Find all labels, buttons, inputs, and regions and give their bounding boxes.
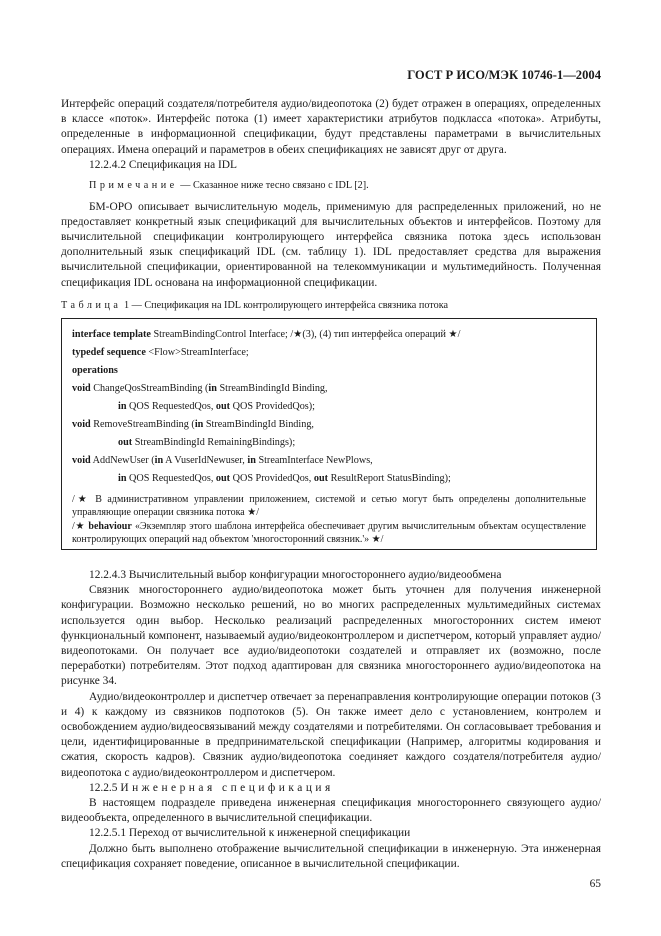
- idl-text: QOS RequestedQos,: [126, 401, 216, 412]
- idl-text: «Экземпляр этого шаблона интерфейса обеспечивает другим вычислительным объектам осуществление контролирующих операций над объектом 'многосторонний связник.'» ★/: [72, 520, 586, 546]
- note-text: — Сказанное ниже тесно связано с IDL [2].: [177, 180, 369, 192]
- section-heading-12-2-4-2: 12.2.4.2 Спецификация на IDL: [89, 158, 237, 171]
- idl-keyword: operations: [72, 365, 118, 376]
- note: [61, 179, 601, 193]
- idl-keyword: interface template: [72, 329, 151, 340]
- section-heading-12-2-4-3: 12.2.4.3 Вычислительный выбор конфигурации многостороннего аудио/видеообмена: [89, 569, 502, 581]
- idl-line: [72, 398, 586, 416]
- idl-text: QOS RequestedQos,: [126, 473, 216, 484]
- idl-line: [72, 380, 586, 398]
- idl-line: [72, 326, 586, 344]
- idl-text: RemoveStreamBinding (: [90, 419, 195, 430]
- idl-keyword: in: [208, 383, 217, 394]
- lower-text-block: [61, 568, 601, 872]
- idl-keyword: out: [215, 473, 231, 484]
- table-caption-label: Таблица: [61, 299, 122, 311]
- upper-text-block: [61, 97, 601, 312]
- paragraph: В настоящем подразделе приведена инженерная спецификация многостороннего связующего аудио/видеообъекта, определенного в вычислительной спецификации.: [61, 797, 601, 825]
- table-caption: [61, 299, 601, 313]
- idl-text: StreamInterface NewPlows,: [255, 455, 373, 466]
- paragraph: Связник многостороннего аудио/видеопотока может быть уточнен для получения инженерной конфигурации. Возможно несколько решений, но во многих распределенных мультимедийных системах используется один выбор. Несколько реализаций распределенных многосторонних систем имеют функциональный компонент, называемый аудио/видеоконтроллером и диспетчером, который управляет аудио/видеопотоками. Он получает все аудио/видеопотоки создателей и отправляет их (возможно, после переработки) потребителям. Этот подход адаптирован для связника многостороннего аудио/видеопотока на рисунке 34.: [61, 584, 601, 688]
- idl-text: StreamBindingId Binding,: [203, 419, 314, 430]
- paragraph: Аудио/видеоконтроллер и диспетчер отвечает за перенаправления контролирующие операции потоков (3 и 4) к каждому из связников подпотоков (5). Он также имеет дело с установлением, контролем и освобождением аудио/видеосвязываний между создателями и потребителями. Он согласовывает требования и цели, идентифицированные в предпринимательской спецификации (Например, алгоритмы кодирования и сжатия, скорость кадров). Связник аудио/видеопотока соединяет каждого создателя/потребителя аудио/видеопотока с аудио/видеоконтроллером и диспетчером.: [61, 690, 601, 779]
- paragraph: Должно быть выполнено отображение вычислительной спецификации в инженерную. Эта инженерная спецификация сохраняет поведение, описанное в вычислительной спецификации.: [61, 842, 601, 870]
- idl-text: <Flow>StreamInterface;: [145, 347, 249, 358]
- table-caption-text: 1 — Спецификация на IDL контролирующего интерфейса связника потока: [121, 299, 449, 311]
- idl-text: StreamBindingId Binding,: [216, 383, 328, 394]
- idl-text: AddNewUser (: [90, 455, 155, 466]
- page-number: 65: [589, 878, 601, 890]
- idl-table: [61, 318, 597, 550]
- idl-keyword: void: [72, 455, 91, 466]
- paragraph: БМ-ОРО описывает вычислительную модель, применимую для распределенных приложений, но не предоставляет конкретный язык спецификаций для вычислительных объектов и интерфейсов. Поэтому для вычислительной спецификации контролирующего интерфейса связника потока здесь использован дополнительный язык спецификаций IDL (см. таблицу 1). IDL предоставляет средства для выражения вычислительной спецификации, ориентированной на телекоммуникации и мультимедийность. Полученная спецификация IDL основана на информационной спецификации.: [61, 200, 601, 289]
- idl-text: QOS ProvidedQos);: [230, 401, 315, 412]
- idl-text: /★: [72, 520, 89, 532]
- idl-keyword: typedef sequence: [72, 347, 146, 358]
- idl-line: [72, 362, 586, 380]
- idl-text: QOS ProvidedQos,: [230, 473, 314, 484]
- idl-line: [72, 470, 586, 488]
- idl-keyword: in: [118, 473, 127, 484]
- idl-line: [72, 416, 586, 434]
- idl-line: [72, 452, 586, 470]
- idl-line: [72, 434, 586, 452]
- section-heading-12-2-5-1: 12.2.5.1 Переход от вычислительной к инженерной спецификации: [89, 827, 411, 840]
- idl-text: StreamBindingControl Interface; /★(3), (4) тип интерфейса операций ★/: [150, 329, 461, 340]
- note-label: Примечание: [89, 180, 178, 192]
- idl-comment: [72, 520, 586, 547]
- section-title: Инженерная спецификация: [120, 781, 334, 794]
- idl-keyword: out: [215, 401, 231, 412]
- paragraph: Интерфейс операций создателя/потребителя аудио/видеопотока (2) будет отражен в операциях, определенных в классе «поток». Интерфейс потока (1) имеет характеристики атрибутов подкласса «потока». Атрибуты, определенные в информационной спецификации, будут представлены параметрами в вычислительных операциях. Имена операций и параметров в обеих спецификациях не зависят друг от друга.: [61, 98, 601, 156]
- section-number: 12.2.5: [89, 781, 118, 794]
- idl-line: [72, 344, 586, 362]
- idl-text: StreamBindingId RemainingBindings);: [132, 437, 296, 448]
- idl-keyword: out: [118, 437, 133, 448]
- idl-keyword: void: [72, 419, 91, 430]
- idl-keyword: out: [313, 473, 329, 484]
- idl-keyword: in: [194, 419, 204, 430]
- idl-keyword: in: [154, 455, 164, 466]
- standard-header: ГОСТ Р ИСО/МЭК 10746-1—2004: [407, 68, 601, 82]
- idl-keyword: in: [118, 401, 127, 412]
- idl-text: ResultReport StatusBinding);: [328, 473, 451, 484]
- idl-comment: /★ В административном управлении приложением, системой и сетью могут быть определены дополнительные управляющие операции связника потока ★/: [72, 494, 586, 519]
- idl-keyword: behaviour: [88, 520, 132, 532]
- idl-keyword: void: [72, 383, 91, 394]
- section-heading-12-2-5: [61, 781, 601, 796]
- idl-text: ChangeQosStreamBinding (: [90, 383, 209, 394]
- idl-keyword: in: [247, 455, 256, 466]
- idl-text: A VuserIdNewuser,: [163, 455, 248, 466]
